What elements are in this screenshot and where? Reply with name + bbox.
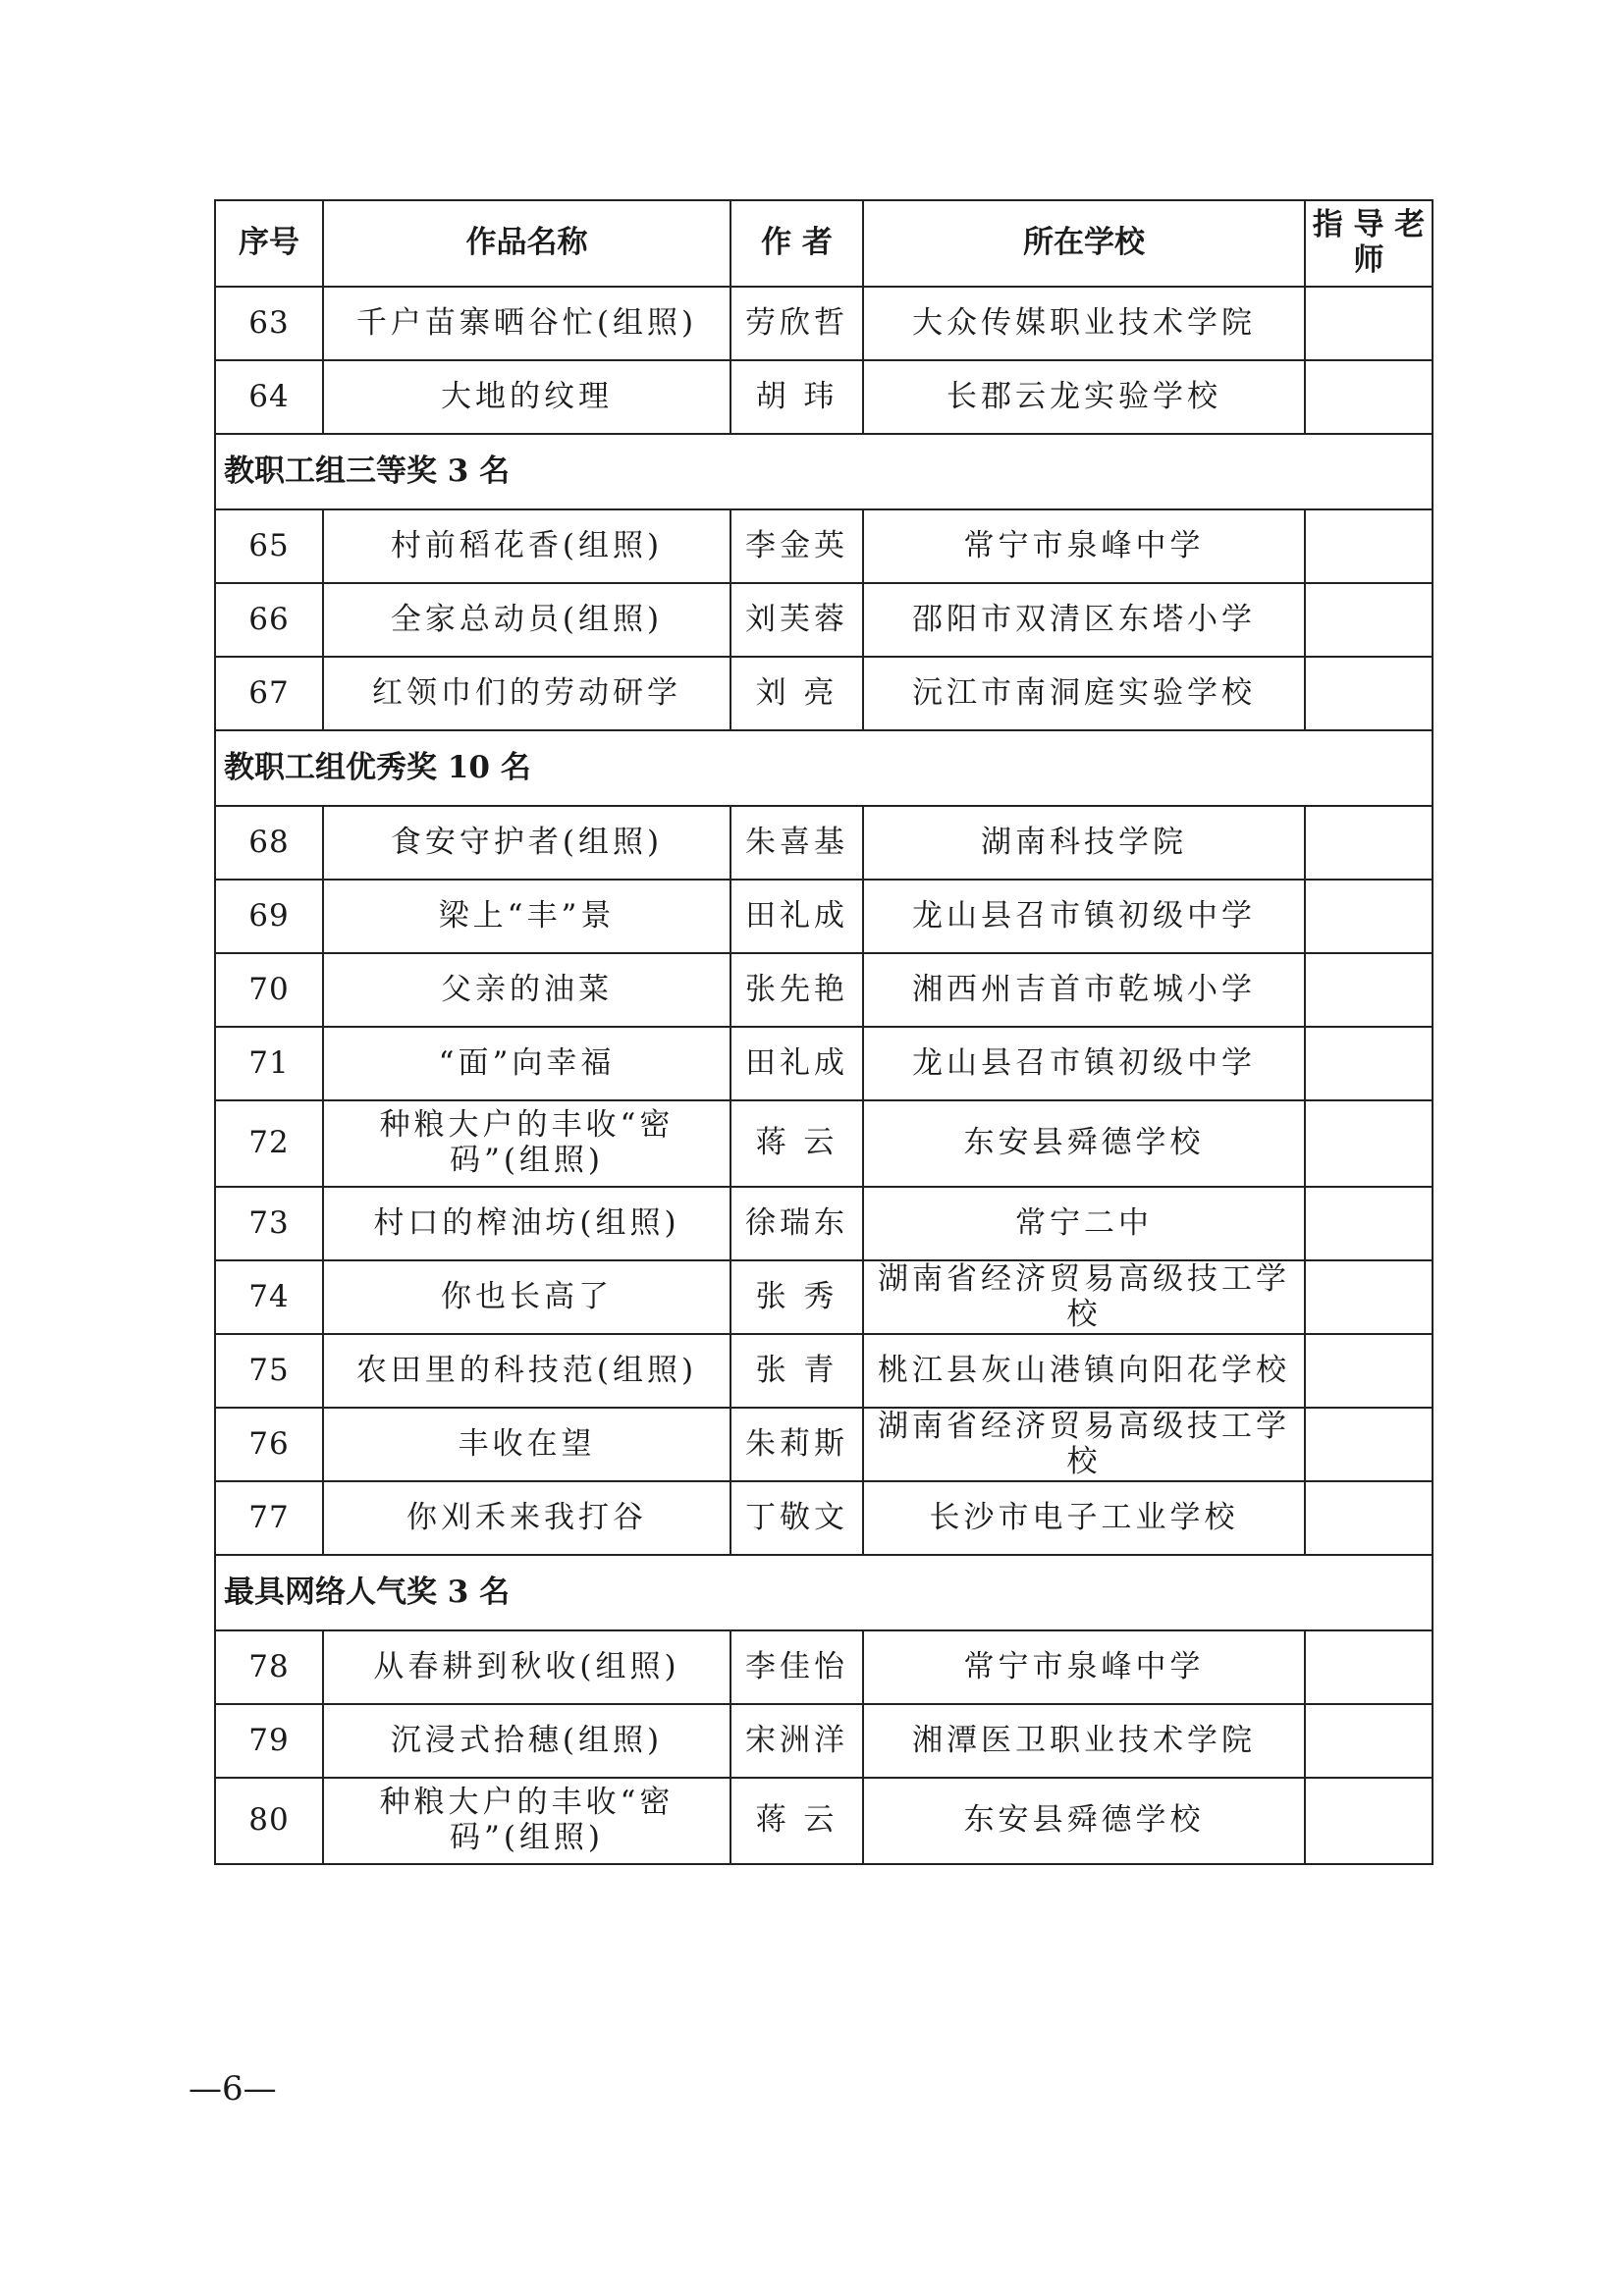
section-heading: 教职工组优秀奖 10 名 xyxy=(215,730,1433,806)
section-heading-row xyxy=(215,1555,1433,1630)
cell-no: 76 xyxy=(215,1408,323,1481)
cell-title: 村口的榨油坊(组照) xyxy=(323,1187,730,1260)
section-heading: 教职工组三等奖 3 名 xyxy=(215,434,1433,509)
table-row xyxy=(215,1187,1433,1260)
table-row xyxy=(215,880,1433,953)
table-row xyxy=(215,1334,1433,1408)
table-row xyxy=(215,1481,1433,1555)
cell-teacher xyxy=(1305,880,1433,953)
cell-author: 徐瑞东 xyxy=(730,1187,863,1260)
cell-title: 农田里的科技范(组照) xyxy=(323,1334,730,1408)
table-row xyxy=(215,1260,1433,1334)
cell-teacher xyxy=(1305,1260,1433,1334)
table-row xyxy=(215,360,1433,434)
cell-no: 69 xyxy=(215,880,323,953)
cell-school: 大众传媒职业技术学院 xyxy=(863,287,1305,360)
page-number: —6— xyxy=(189,2069,277,2109)
cell-teacher xyxy=(1305,583,1433,657)
cell-author: 田礼成 xyxy=(730,880,863,953)
cell-school: 湖南省经济贸易高级技工学校 xyxy=(863,1260,1305,1334)
cell-school: 常宁二中 xyxy=(863,1187,1305,1260)
cell-title: 丰收在望 xyxy=(323,1408,730,1481)
table-row xyxy=(215,1704,1433,1778)
cell-teacher xyxy=(1305,1704,1433,1778)
table-row xyxy=(215,509,1433,583)
cell-author: 蒋 云 xyxy=(730,1778,863,1864)
cell-no: 65 xyxy=(215,509,323,583)
section-heading: 最具网络人气奖 3 名 xyxy=(215,1555,1433,1630)
table-row xyxy=(215,1778,1433,1864)
cell-teacher xyxy=(1305,360,1433,434)
cell-author: 朱莉斯 xyxy=(730,1408,863,1481)
cell-author: 刘 亮 xyxy=(730,657,863,730)
cell-teacher xyxy=(1305,509,1433,583)
cell-teacher xyxy=(1305,1027,1433,1100)
header-author: 作 者 xyxy=(730,200,863,287)
cell-title: 村前稻花香(组照) xyxy=(323,509,730,583)
cell-teacher xyxy=(1305,1334,1433,1408)
cell-title: 千户苗寨晒谷忙(组照) xyxy=(323,287,730,360)
cell-title: “面”向幸福 xyxy=(323,1027,730,1100)
cell-title: 种粮大户的丰收“密码”(组照) xyxy=(323,1100,730,1187)
cell-no: 66 xyxy=(215,583,323,657)
cell-teacher xyxy=(1305,1100,1433,1187)
cell-author: 张 青 xyxy=(730,1334,863,1408)
cell-title: 你也长高了 xyxy=(323,1260,730,1334)
cell-title: 大地的纹理 xyxy=(323,360,730,434)
table-row xyxy=(215,657,1433,730)
cell-title: 从春耕到秋收(组照) xyxy=(323,1630,730,1704)
section-heading-row xyxy=(215,730,1433,806)
award-table xyxy=(214,199,1434,1865)
cell-school: 沅江市南洞庭实验学校 xyxy=(863,657,1305,730)
cell-author: 张先艳 xyxy=(730,953,863,1027)
cell-title: 你刈禾来我打谷 xyxy=(323,1481,730,1555)
cell-teacher xyxy=(1305,1408,1433,1481)
section-heading-row xyxy=(215,434,1433,509)
header-no: 序号 xyxy=(215,200,323,287)
cell-title: 红领巾们的劳动研学 xyxy=(323,657,730,730)
cell-school: 湖南省经济贸易高级技工学校 xyxy=(863,1408,1305,1481)
cell-teacher xyxy=(1305,1778,1433,1864)
cell-author: 丁敬文 xyxy=(730,1481,863,1555)
cell-no: 70 xyxy=(215,953,323,1027)
cell-no: 68 xyxy=(215,806,323,880)
cell-teacher xyxy=(1305,287,1433,360)
cell-no: 63 xyxy=(215,287,323,360)
cell-no: 67 xyxy=(215,657,323,730)
cell-school: 常宁市泉峰中学 xyxy=(863,1630,1305,1704)
header-teacher: 指 导 老 师 xyxy=(1305,200,1433,287)
cell-school: 东安县舜德学校 xyxy=(863,1100,1305,1187)
cell-title: 沉浸式拾穗(组照) xyxy=(323,1704,730,1778)
cell-author: 劳欣哲 xyxy=(730,287,863,360)
cell-no: 75 xyxy=(215,1334,323,1408)
cell-author: 李佳怡 xyxy=(730,1630,863,1704)
cell-no: 77 xyxy=(215,1481,323,1555)
cell-school: 常宁市泉峰中学 xyxy=(863,509,1305,583)
cell-school: 长沙市电子工业学校 xyxy=(863,1481,1305,1555)
cell-author: 李金英 xyxy=(730,509,863,583)
cell-teacher xyxy=(1305,1187,1433,1260)
cell-school: 湘西州吉首市乾城小学 xyxy=(863,953,1305,1027)
cell-title: 食安守护者(组照) xyxy=(323,806,730,880)
table-row xyxy=(215,953,1433,1027)
cell-author: 朱喜基 xyxy=(730,806,863,880)
cell-author: 蒋 云 xyxy=(730,1100,863,1187)
cell-teacher xyxy=(1305,806,1433,880)
table-row xyxy=(215,1630,1433,1704)
table-row xyxy=(215,583,1433,657)
cell-author: 张 秀 xyxy=(730,1260,863,1334)
cell-teacher xyxy=(1305,657,1433,730)
cell-no: 78 xyxy=(215,1630,323,1704)
cell-author: 胡 玮 xyxy=(730,360,863,434)
cell-no: 71 xyxy=(215,1027,323,1100)
cell-school: 桃江县灰山港镇向阳花学校 xyxy=(863,1334,1305,1408)
cell-teacher xyxy=(1305,1630,1433,1704)
cell-school: 邵阳市双清区东塔小学 xyxy=(863,583,1305,657)
table-row xyxy=(215,1100,1433,1187)
cell-no: 73 xyxy=(215,1187,323,1260)
cell-author: 田礼成 xyxy=(730,1027,863,1100)
table-row xyxy=(215,1408,1433,1481)
cell-school: 湘潭医卫职业技术学院 xyxy=(863,1704,1305,1778)
header-title: 作品名称 xyxy=(323,200,730,287)
cell-school: 龙山县召市镇初级中学 xyxy=(863,1027,1305,1100)
cell-title: 父亲的油菜 xyxy=(323,953,730,1027)
cell-no: 80 xyxy=(215,1778,323,1864)
cell-no: 64 xyxy=(215,360,323,434)
cell-no: 72 xyxy=(215,1100,323,1187)
cell-school: 湖南科技学院 xyxy=(863,806,1305,880)
cell-title: 梁上“丰”景 xyxy=(323,880,730,953)
cell-title: 种粮大户的丰收“密码”(组照) xyxy=(323,1778,730,1864)
cell-no: 79 xyxy=(215,1704,323,1778)
table-header-row xyxy=(215,200,1433,287)
table-body xyxy=(215,287,1433,1864)
cell-no: 74 xyxy=(215,1260,323,1334)
cell-author: 刘芙蓉 xyxy=(730,583,863,657)
header-school: 所在学校 xyxy=(863,200,1305,287)
cell-school: 东安县舜德学校 xyxy=(863,1778,1305,1864)
table-row xyxy=(215,806,1433,880)
cell-teacher xyxy=(1305,1481,1433,1555)
cell-title: 全家总动员(组照) xyxy=(323,583,730,657)
cell-school: 长郡云龙实验学校 xyxy=(863,360,1305,434)
table-row xyxy=(215,287,1433,360)
cell-author: 宋洲洋 xyxy=(730,1704,863,1778)
table-row xyxy=(215,1027,1433,1100)
cell-school: 龙山县召市镇初级中学 xyxy=(863,880,1305,953)
cell-teacher xyxy=(1305,953,1433,1027)
